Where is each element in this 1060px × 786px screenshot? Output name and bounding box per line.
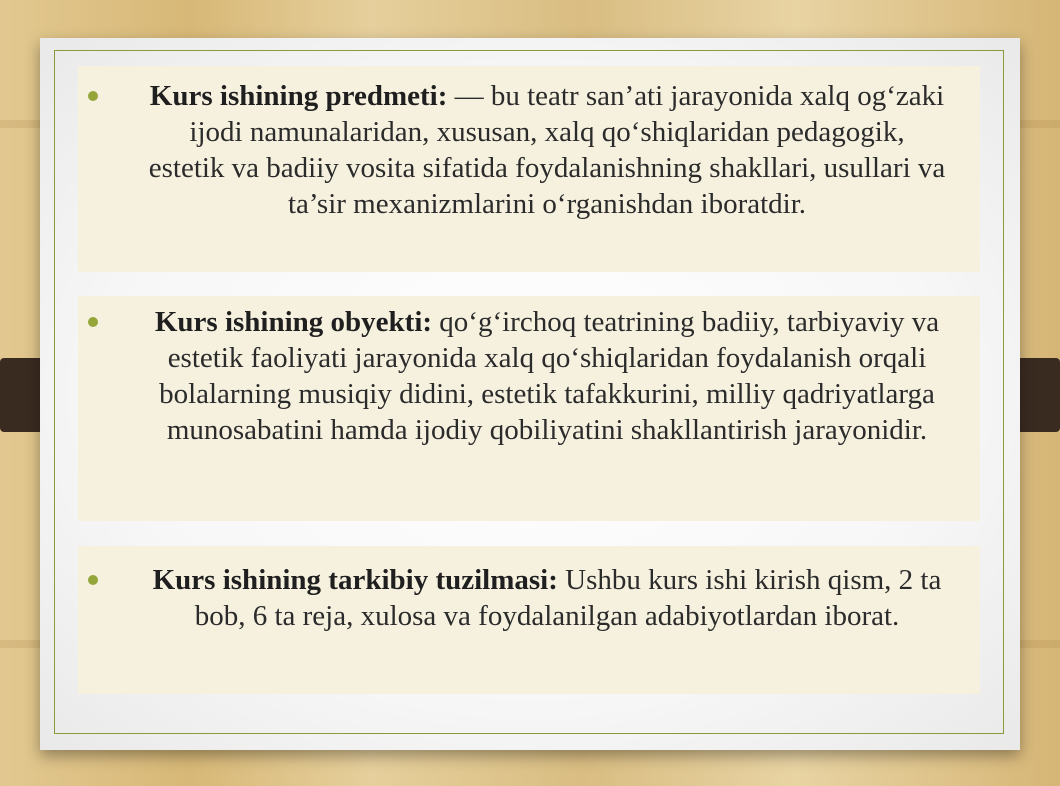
bullet-icon — [88, 575, 98, 585]
text-box-structure — [78, 546, 980, 694]
text-box-subject — [78, 66, 980, 272]
bullet-icon — [88, 317, 98, 327]
bullet-icon — [88, 91, 98, 101]
term-description: qo‘g‘irchoq teatrining badiiy, tarbiyaviy va estetik faoliyati jarayonida xalq qo‘shiqlaridan foydalanish orqali bolalarning musiqiy didini, estetik tafakkurini, milliy qadriyatlarga munosabatini hamda ijodiy qobiliyatini shakllantirish jarayonidir. — [159, 306, 940, 446]
paragraph-structure — [148, 562, 946, 634]
term-label: Kurs ishining predmeti: — [149, 80, 448, 112]
term-description: Ushbu kurs ishi kirish qism, 2 ta bob, 6 ta reja, xulosa va foydalanilgan adabiyotlardan iborat. — [194, 564, 942, 632]
slide — [40, 38, 1020, 750]
term-label: Kurs ishining obyekti: — [154, 306, 433, 338]
term-label: Kurs ishining tarkibiy tuzilmasi: — [152, 564, 558, 596]
paragraph-object — [148, 304, 946, 448]
text-box-object — [78, 296, 980, 521]
term-description: — bu teatr san’ati jarayonida xalq og‘zaki ijodi namunalaridan, xususan, xalq qo‘shiqlaridan pedagogik, estetik va badiiy vosita sifatida foydalanishning shakllari, usullari va ta’sir mexanizmlarini o‘rganishdan iboratdir. — [148, 80, 946, 220]
paragraph-subject — [148, 78, 946, 222]
